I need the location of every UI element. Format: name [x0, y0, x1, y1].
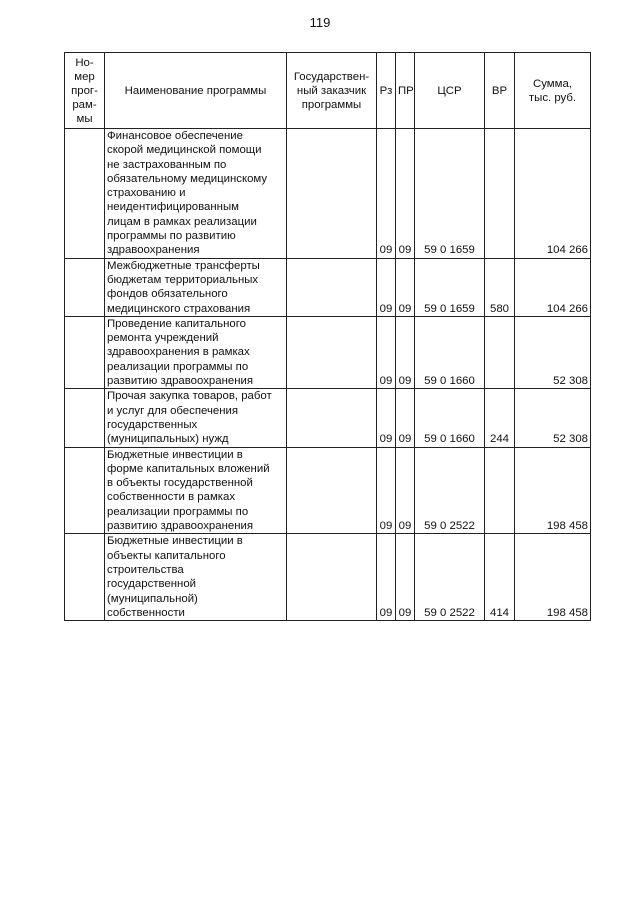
state-customer-cell — [287, 316, 377, 388]
header-program-name — [105, 53, 287, 129]
table-row — [65, 258, 591, 316]
rz-cell: 09 — [377, 129, 396, 259]
vr-cell: 414 — [485, 534, 515, 621]
table-row — [65, 129, 591, 259]
header-sum — [515, 53, 591, 129]
rz-cell: 09 — [377, 389, 396, 447]
rz-cell: 09 — [377, 316, 396, 388]
program-name-cell: Проведение капитального ремонта учреждений здравоохранения в рамках реализации программы по развитию здравоохранения — [105, 316, 287, 388]
program-number-cell — [65, 389, 105, 447]
header-program-name-text: Наименование программы — [124, 84, 267, 97]
sum-cell: 52 308 — [515, 389, 591, 447]
header-vr — [485, 53, 515, 129]
header-rz-text: Рз — [379, 84, 393, 97]
header-rz — [377, 53, 396, 129]
vr-cell — [485, 316, 515, 388]
program-name-cell: Бюджетные инвестиции в объекты капитального строительства государственной (муниципальной) собственности — [105, 534, 287, 621]
rz-cell: 09 — [377, 258, 396, 316]
state-customer-cell — [287, 447, 377, 534]
pr-cell: 09 — [396, 129, 415, 259]
table-row — [65, 316, 591, 388]
vr-cell: 244 — [485, 389, 515, 447]
program-name-cell: Прочая закупка товаров, работ и услуг для обеспечения государственных (муниципальных) нужд — [105, 389, 287, 447]
header-pr — [396, 53, 415, 129]
pr-cell: 09 — [396, 316, 415, 388]
state-customer-cell — [287, 389, 377, 447]
csr-cell: 59 0 1660 — [415, 316, 485, 388]
page-number: 119 — [309, 15, 331, 30]
sum-cell: 198 458 — [515, 534, 591, 621]
header-state-customer — [287, 53, 377, 129]
program-number-cell — [65, 258, 105, 316]
csr-cell: 59 0 2522 — [415, 534, 485, 621]
vr-cell: 580 — [485, 258, 515, 316]
header-csr — [415, 53, 485, 129]
program-number-cell — [65, 129, 105, 259]
table-row — [65, 447, 591, 534]
state-customer-cell — [287, 534, 377, 621]
vr-cell — [485, 447, 515, 534]
csr-cell: 59 0 2522 — [415, 447, 485, 534]
pr-cell: 09 — [396, 389, 415, 447]
table-header-row — [65, 53, 591, 129]
header-csr-text: ЦСР — [437, 84, 462, 97]
sum-cell: 52 308 — [515, 316, 591, 388]
header-pr-text: ПР — [398, 84, 414, 97]
program-name-cell: Бюджетные инвестиции в форме капитальных вложений в объекты государственной собственности в рамках реализации программы по развитию здравоохранения — [105, 447, 287, 534]
vr-cell — [485, 129, 515, 259]
header-vr-text: ВР — [491, 84, 508, 97]
sum-cell: 198 458 — [515, 447, 591, 534]
rz-cell: 09 — [377, 534, 396, 621]
header-state-customer-text: Государствен- ный заказчик программы — [293, 70, 370, 111]
pr-cell: 09 — [396, 447, 415, 534]
program-name-cell: Финансовое обеспечение скорой медицинской помощи не застрахованным по обязательному медицинскому страхованию и неидентифицированным лицам в рамках реализации программы по развитию здравоохранения — [105, 129, 287, 259]
sum-cell: 104 266 — [515, 258, 591, 316]
program-name-cell: Межбюджетные трансферты бюджетам территориальных фондов обязательного медицинского страхования — [105, 258, 287, 316]
header-program-number-text: Но- мер прог- рам- мы — [71, 56, 98, 125]
csr-cell: 59 0 1659 — [415, 258, 485, 316]
pr-cell: 09 — [396, 258, 415, 316]
table-row — [65, 534, 591, 621]
program-number-cell — [65, 447, 105, 534]
program-number-cell — [65, 534, 105, 621]
rz-cell: 09 — [377, 447, 396, 534]
header-sum-text: Сумма, тыс. руб. — [528, 77, 577, 104]
csr-cell: 59 0 1660 — [415, 389, 485, 447]
program-number-cell — [65, 316, 105, 388]
pr-cell: 09 — [396, 534, 415, 621]
sum-cell: 104 266 — [515, 129, 591, 259]
budget-program-table — [64, 52, 591, 621]
state-customer-cell — [287, 258, 377, 316]
header-program-number — [65, 53, 105, 129]
csr-cell: 59 0 1659 — [415, 129, 485, 259]
state-customer-cell — [287, 129, 377, 259]
table-row — [65, 389, 591, 447]
